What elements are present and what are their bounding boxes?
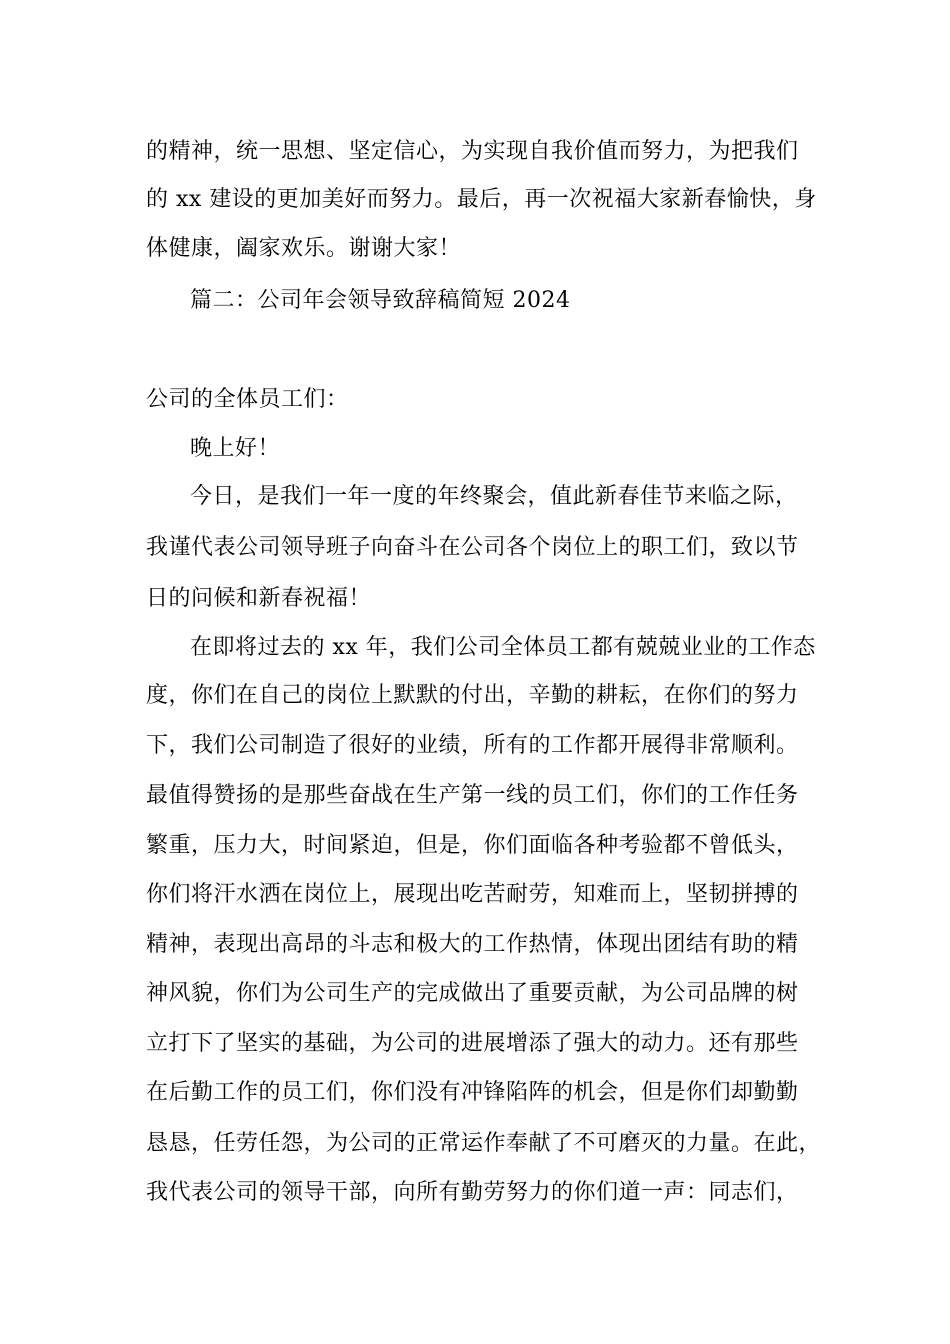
greeting: 晚上好！ xyxy=(190,436,281,461)
text-line: 日的问候和新春祝福！ xyxy=(146,586,372,611)
text-line: 立打下了坚实的基础，为公司的进展增添了强大的动力。还有那些 xyxy=(146,1031,799,1056)
text-line: 恳恳，任劳任怨，为公司的正常运作奉献了不可磨灭的力量。在此， xyxy=(146,1131,822,1156)
text-line: 你们将汗水洒在岗位上，展现出吃苦耐劳，知难而上，坚韧拼搏的 xyxy=(146,882,799,907)
text-line: 我谨代表公司领导班子向奋斗在公司各个岗位上的职工们，致以节 xyxy=(146,535,799,560)
section-heading: 篇二：公司年会领导致辞稿简短 2024 xyxy=(190,288,571,313)
text-line: 在后勤工作的员工们，你们没有冲锋陷阵的机会，但是你们却勤勤 xyxy=(146,1080,799,1105)
text-line: 度，你们在自己的岗位上默默的付出，辛勤的耕耘，在你们的努力 xyxy=(146,683,799,708)
text-line: 我代表公司的领导干部，向所有勤劳努力的你们道一声：同志们， xyxy=(146,1180,799,1205)
text-line: 精神，表现出高昂的斗志和极大的工作热情，体现出团结有助的精 xyxy=(146,932,799,957)
text-line: 的 xx 建设的更加美好而努力。最后，再一次祝福大家新春愉快，身 xyxy=(146,187,817,212)
text-line: 体健康，阖家欢乐。谢谢大家！ xyxy=(146,236,462,261)
text-line: 在即将过去的 xx 年，我们公司全体员工都有兢兢业业的工作态 xyxy=(190,635,816,660)
salutation: 公司的全体员工们： xyxy=(146,387,349,412)
text-line: 最值得赞扬的是那些奋战在生产第一线的员工们，你们的工作任务 xyxy=(146,783,799,808)
text-line: 的精神，统一思想、坚定信心，为实现自我价值而努力，为把我们 xyxy=(146,139,799,164)
text-line: 今日，是我们一年一度的年终聚会，值此新春佳节来临之际， xyxy=(190,484,798,509)
text-line: 神风貌，你们为公司生产的完成做出了重要贡献，为公司品牌的树 xyxy=(146,981,799,1006)
text-line: 繁重，压力大，时间紧迫，但是，你们面临各种考验都不曾低头， xyxy=(146,833,799,858)
text-line: 下，我们公司制造了很好的业绩，所有的工作都开展得非常顺利。 xyxy=(146,733,799,758)
